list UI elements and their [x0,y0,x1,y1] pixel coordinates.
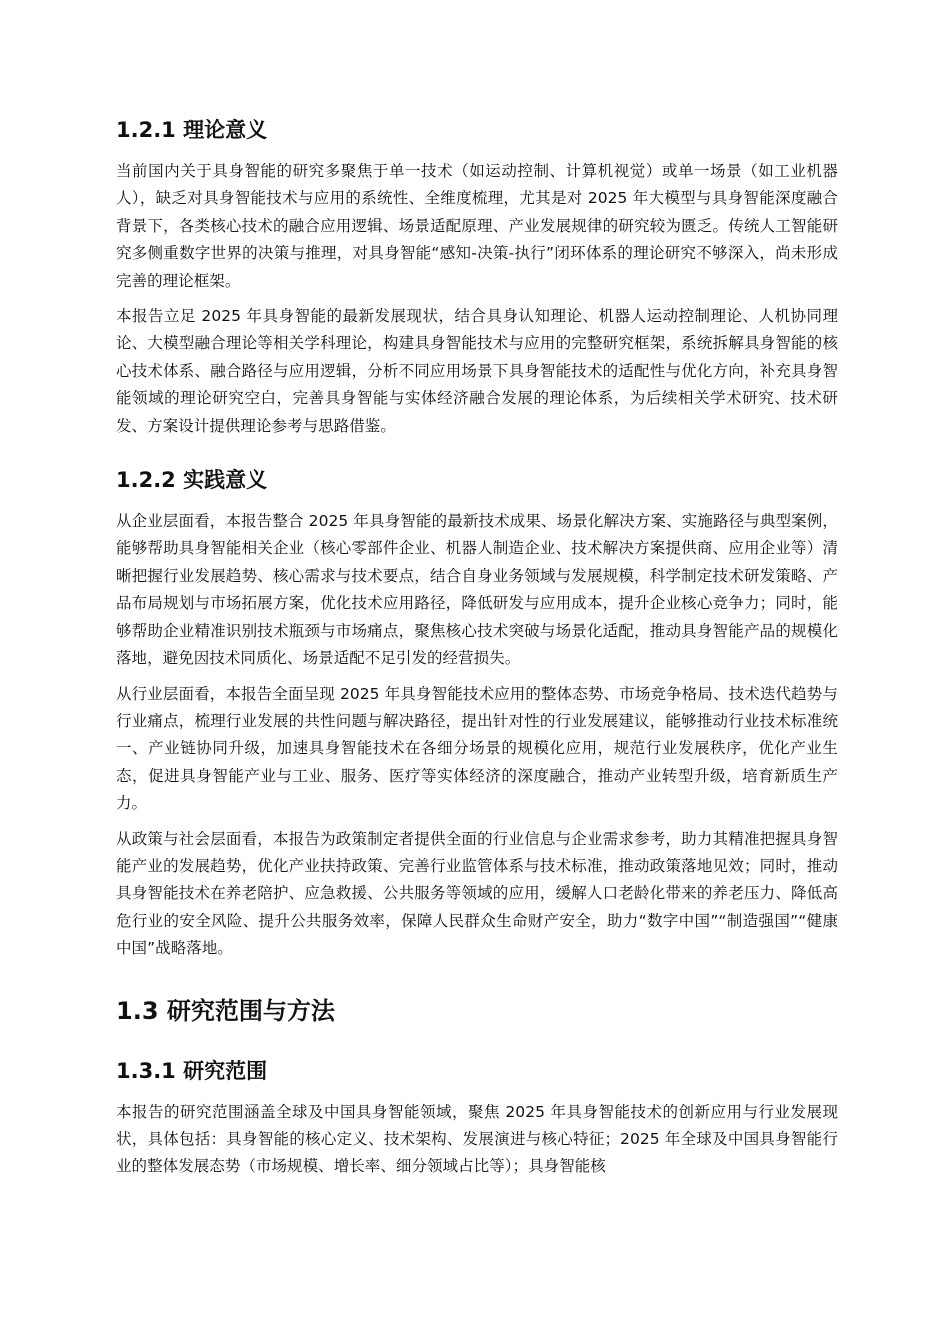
paragraph: 从政策与社会层面看，本报告为政策制定者提供全面的行业信息与企业需求参考，助力其精准把握具身智能产业的发展趋势，优化产业扶持政策、完善行业监管体系与技术标准，推动政策落地见效；同时，推动具身智能技术在养老陪护、应急救援、公共服务等领域的应用，缓解人口老龄化带来的养老压力、降低高危行业的安全风险、提升公共服务效率，保障人民群众生命财产安全，助力“数字中国”“制造强国”“健康中国”战略落地。 [116,829,838,958]
section-heading-1-2-2: 1.2.2 实践意义 [116,468,268,493]
paragraph: 从企业层面看，本报告整合 2025 年具身智能的最新技术成果、场景化解决方案、实施路径与典型案例，能够帮助具身智能相关企业（核心零部件企业、机器人制造企业、技术解决方案提供商、应用企业等）清晰把握行业发展趋势、核心需求与技术要点，结合自身业务领域与发展规模，科学制定技术研发策略、产品布局规划与市场拓展方案，优化技术应用路径，降低研发与应用成本，提升企业核心竞争力；同时，能够帮助企业精准识别技术瓶颈与市场痛点，聚焦核心技术突破与场景化适配，推动具身智能产品的规模化落地，避免因技术同质化、场景适配不足引发的经营损失。 [116,512,838,668]
section-heading-1-3: 1.3 研究范围与方法 [116,996,335,1025]
section-heading-1-3-1: 1.3.1 研究范围 [116,1058,268,1083]
document-page [116,114,838,1181]
paragraph: 本报告的研究范围涵盖全球及中国具身智能领域，聚焦 2025 年具身智能技术的创新应用与行业发展现状，具体包括：具身智能的核心定义、技术架构、发展演进与核心特征；2025 年全球及中国具身智能行业的整体发展态势（市场规模、增长率、细分领域占比等）；具身智能核 [116,1102,838,1176]
paragraph: 本报告立足 2025 年具身智能的最新发展现状，结合具身认知理论、机器人运动控制理论、人机协同理论、大模型融合理论等相关学科理论，构建具身智能技术与应用的完整研究框架，系统拆解具身智能的核心技术体系、融合路径与应用逻辑，分析不同应用场景下具身智能技术的适配性与优化方向，补充具身智能领域的理论研究空白，完善具身智能与实体经济融合发展的理论体系，为后续相关学术研究、技术研发、方案设计提供理论参考与思路借鉴。 [116,307,838,435]
section-heading-1-2-1: 1.2.1 理论意义 [116,118,268,142]
paragraph: 从行业层面看，本报告全面呈现 2025 年具身智能技术应用的整体态势、市场竞争格局、技术迭代趋势与行业痛点，梳理行业发展的共性问题与解决路径，提出针对性的行业发展建议，能够推动行业技术标准统一、产业链协同升级，加速具身智能技术在各细分场景的规模化应用，规范行业发展秩序，优化产业生态，促进具身智能产业与工业、服务、医疗等实体经济的深度融合，推动产业转型升级，培育新质生产力。 [116,684,838,813]
paragraph: 当前国内关于具身智能的研究多聚焦于单一技术（如运动控制、计算机视觉）或单一场景（如工业机器人），缺乏对具身智能技术与应用的系统性、全维度梳理，尤其是对 2025 年大模型与具身智能深度融合背景下，各类核心技术的融合应用逻辑、场景适配原理、产业发展规律的研究较为匮乏。传统人工智能研究多侧重数字世界的决策与推理，对具身智能“感知-决策-执行”闭环体系的理论研究不够深入，尚未形成完善的理论框架。 [116,162,838,290]
